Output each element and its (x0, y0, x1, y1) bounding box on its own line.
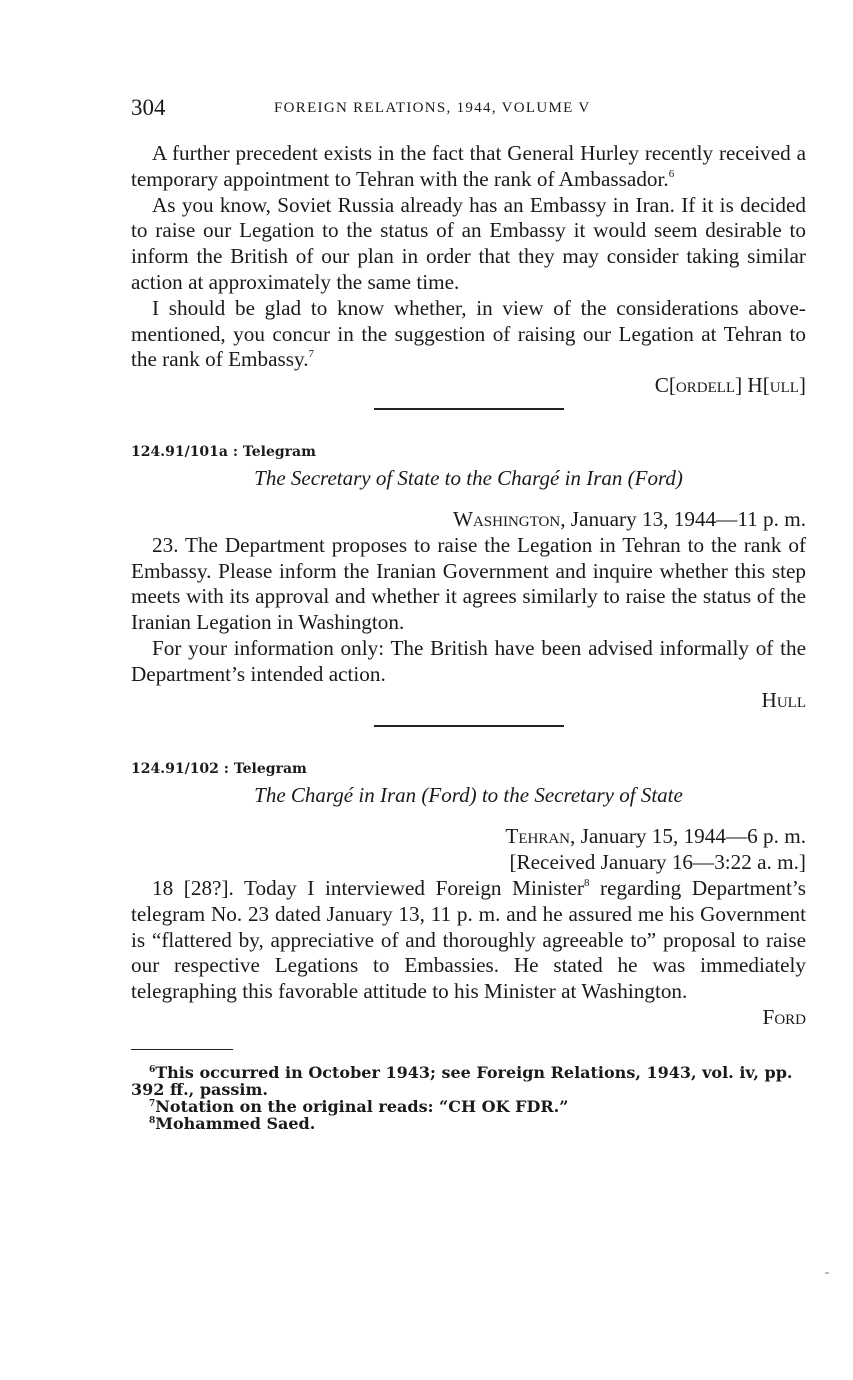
running-title: FOREIGN RELATIONS, 1944, VOLUME V (274, 100, 591, 116)
paragraph: 23. The Department proposes to raise the Legation in Tehran to the rank of Embassy. Please inform the Iranian Government and inquire whether this step meets with its approval and whether it agrees similarly to raise the status of the Iranian Legation in Washington. (131, 532, 806, 635)
section-divider (374, 725, 564, 727)
signature: Ford (762, 1004, 806, 1029)
dateline: Washington, January 13, 1944—11 p. m. (452, 506, 806, 531)
section-divider (374, 408, 564, 410)
footnotes (131, 1064, 806, 1132)
paragraph: As you know, Soviet Russia already has an Embassy in Iran. If it is decided to raise our Legation to the status of an Embassy it would seem desirable to inform the British of our plan in order that they may consider taking similar action at approximately the same time. (131, 192, 806, 294)
file-reference: 124.91/102 : Telegram (131, 761, 307, 778)
footnote: $^8$Mohammed Saed. (149, 1113, 316, 1133)
running-head (131, 95, 806, 121)
footnote-ref[interactable]: 8 (583, 876, 590, 889)
paragraph: 18 [28?]. Today I interviewed Foreign Minister$^8$ regarding Department’s telegram No. 23 dated January 13, 11 p. m. and he assured me his Government is “flattered by, appreciative of and thoroughly agreeable to” proposal to raise our respective Legations to Embassies. He stated he was immediately telegraphing this favorable attitude to his Minister at Washington. (131, 875, 806, 1004)
paragraph: I should be glad to know whether, in view of the considerations above-mentioned, you concur in the suggestion of raising our Legation at Tehran to the rank of Embassy.$^7$ (131, 295, 806, 372)
footnote: $^6$This occurred in October 1943; see Foreign Relations, 1943, vol. iv, pp. 392 ff., passim. (131, 1062, 793, 1099)
footnote-ref[interactable]: 6 (668, 167, 675, 180)
signature: Hull (761, 687, 806, 712)
document-title: The Chargé in Iran (Ford) to the Secretary of State (254, 783, 683, 808)
scan-artifact (825, 1272, 829, 1274)
footnote-ref[interactable]: 7 (308, 348, 314, 361)
document-title: The Secretary of State to the Chargé in Iran (Ford) (254, 465, 683, 490)
dateline: Tehran, January 15, 1944—6 p. m. (505, 824, 806, 849)
file-reference: 124.91/101a : Telegram (131, 443, 316, 460)
footnote-divider (131, 1049, 233, 1050)
page-number: 304 (131, 95, 166, 120)
received-line: [Received January 16—3:22 a. m.] (509, 850, 806, 875)
document-page (131, 95, 806, 1132)
signature: C[ordell] H[ull] (654, 373, 806, 398)
footnote: $^7$Notation on the original reads: “CH OK FDR.” (149, 1096, 569, 1116)
paragraph: For your information only: The British have been advised informally of the Department’s intended action. (131, 635, 806, 686)
paragraph: A further precedent exists in the fact that General Hurley recently received a temporary appointment to Tehran with the rank of Ambassador.$^6$ (131, 141, 806, 191)
